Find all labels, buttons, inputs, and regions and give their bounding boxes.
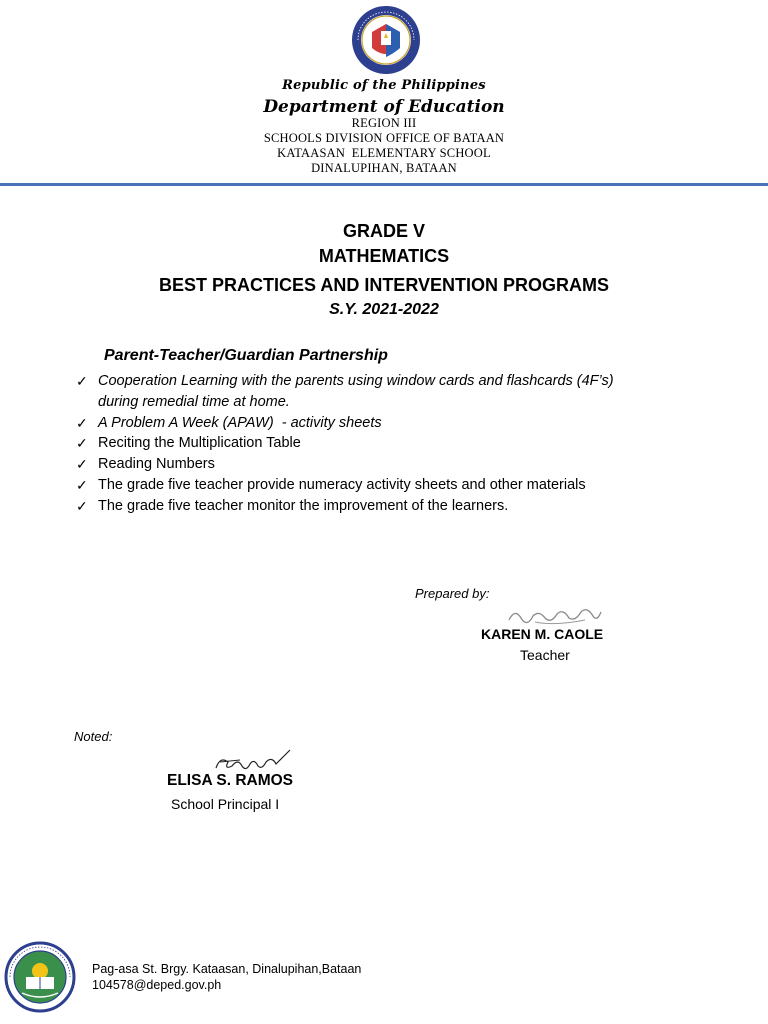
program-title: BEST PRACTICES AND INTERVENTION PROGRAMS: [158, 275, 610, 295]
checkmark-icon: ✓: [76, 435, 88, 452]
department-title: Department of Education: [263, 97, 505, 117]
prepared-label: Prepared by:: [415, 586, 490, 601]
checkmark-icon: ✓: [76, 456, 88, 473]
list-item: ✓ Cooperation Learning with the parents using window cards and flashcards (4F’s) during remedial time at home.: [76, 373, 614, 410]
list-item: ✓ The grade five teacher provide numeracy activity sheets and other materials: [76, 475, 716, 496]
section-heading: Parent-Teacher/Guardian Partnership: [104, 347, 388, 364]
list-item: ✓ A Problem A Week (APAW) - activity sheets: [76, 413, 716, 434]
school-line: KATAASAN ELEMENTARY SCHOOL: [277, 146, 491, 160]
deped-seal-icon: [350, 4, 422, 76]
list-item: ✓ Reading Numbers: [76, 454, 716, 475]
principal-name: ELISA S. RAMOS: [167, 772, 294, 789]
teacher-role: Teacher: [520, 647, 570, 663]
region-line: REGION III: [351, 116, 417, 130]
teacher-name: KAREN M. CAOLE: [481, 626, 604, 642]
footer-address: Pag-asa St. Brgy. Kataasan, Dinalupihan,Bataan: [92, 962, 362, 976]
noted-label: Noted:: [74, 729, 113, 744]
location-line: DINALUPIHAN, BATAAN: [311, 161, 457, 175]
subject-title: MATHEMATICS: [318, 246, 450, 266]
checkmark-icon: ✓: [76, 373, 88, 389]
footer-email[interactable]: 104578@deped.gov.ph: [92, 978, 222, 992]
list-item: ✓ Reciting the Multiplication Table: [76, 433, 716, 454]
republic-line: Republic of the Philippines: [282, 78, 486, 93]
principal-role: School Principal I: [171, 796, 280, 812]
list-item: ✓ The grade five teacher monitor the improvement of the learners.: [76, 496, 716, 517]
header-divider: [0, 183, 768, 186]
checkmark-icon: ✓: [76, 497, 88, 514]
division-line: SCHOOLS DIVISION OFFICE OF BATAAN: [263, 131, 505, 145]
kataasan-school-logo-icon: [4, 941, 76, 1013]
checkmark-icon: ✓: [76, 476, 88, 493]
practices-list: [76, 371, 716, 517]
footer-contact: [92, 961, 361, 993]
checkmark-icon: ✓: [76, 414, 88, 431]
school-year: S.Y. 2021-2022: [329, 301, 439, 318]
grade-title: GRADE V: [342, 221, 425, 241]
